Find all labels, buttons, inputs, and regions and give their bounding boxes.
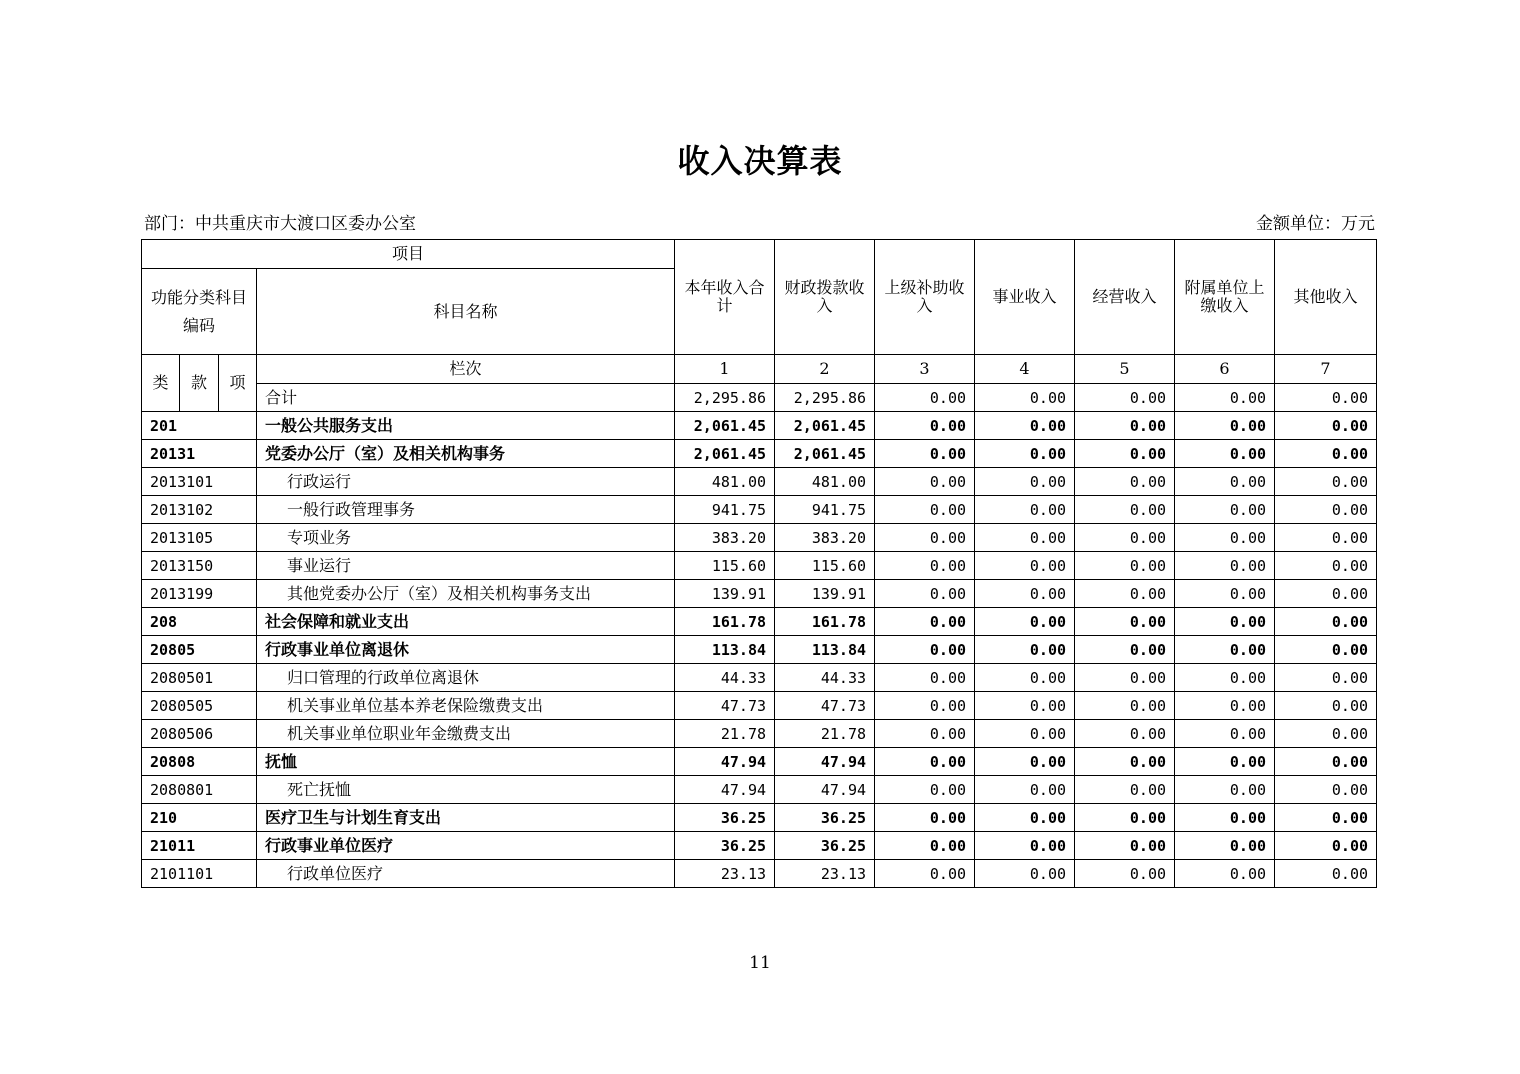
header-row-lanci: [142, 355, 1377, 384]
row-subject-name: 机关事业单位基本养老保险缴费支出: [257, 692, 675, 720]
table-row: [142, 832, 1377, 860]
row-value: 0.00: [1275, 580, 1377, 608]
row-value: 0.00: [1275, 748, 1377, 776]
row-subject-name: 行政运行: [257, 468, 675, 496]
row-value: 21.78: [675, 720, 775, 748]
row-code: 2013101: [142, 468, 257, 496]
row-subject-name: 医疗卫生与计划生育支出: [257, 804, 675, 832]
row-code: 20808: [142, 748, 257, 776]
table-row: [142, 720, 1377, 748]
row-value: 0.00: [875, 636, 975, 664]
row-value: 0.00: [875, 720, 975, 748]
row-subject-name: 其他党委办公厅（室）及相关机构事务支出: [257, 580, 675, 608]
row-value: 47.94: [675, 748, 775, 776]
row-value: 0.00: [1075, 692, 1175, 720]
row-value: 0.00: [1175, 692, 1275, 720]
row-value: 0.00: [975, 552, 1075, 580]
header-col-affiliated: 附属单位上缴收入: [1175, 240, 1275, 355]
page-number: 11: [749, 953, 771, 973]
row-value: 0.00: [875, 608, 975, 636]
row-subject-name: 一般行政管理事务: [257, 496, 675, 524]
row-value: 0.00: [1275, 524, 1377, 552]
header-subject-name: 科目名称: [257, 269, 675, 355]
row-code: 208: [142, 608, 257, 636]
table-row: [142, 412, 1377, 440]
row-value: 0.00: [1075, 524, 1175, 552]
row-value: 0.00: [1075, 412, 1175, 440]
header-col-business: 事业收入: [975, 240, 1075, 355]
row-value: 0.00: [875, 580, 975, 608]
total-value: 0.00: [975, 384, 1075, 412]
table-row: [142, 748, 1377, 776]
row-value: 0.00: [1275, 776, 1377, 804]
table-row: [142, 860, 1377, 888]
row-value: 44.33: [775, 664, 875, 692]
row-value: 0.00: [975, 580, 1075, 608]
total-value: 2,295.86: [775, 384, 875, 412]
row-value: 47.94: [675, 776, 775, 804]
row-value: 161.78: [675, 608, 775, 636]
total-value: 0.00: [1075, 384, 1175, 412]
row-subject-name: 死亡抚恤: [257, 776, 675, 804]
header-col-other: 其他收入: [1275, 240, 1377, 355]
row-value: 0.00: [975, 608, 1075, 636]
total-value: 0.00: [1175, 384, 1275, 412]
row-code: 210: [142, 804, 257, 832]
row-value: 0.00: [1275, 832, 1377, 860]
row-value: 113.84: [775, 636, 875, 664]
row-value: 0.00: [1175, 776, 1275, 804]
row-value: 0.00: [875, 776, 975, 804]
row-value: 0.00: [1075, 664, 1175, 692]
row-code: 21011: [142, 832, 257, 860]
row-value: 383.20: [775, 524, 875, 552]
row-value: 47.94: [775, 748, 875, 776]
row-value: 0.00: [1175, 832, 1275, 860]
table-row: [142, 776, 1377, 804]
row-subject-name: 行政单位医疗: [257, 860, 675, 888]
table-row: [142, 804, 1377, 832]
total-label: 合计: [257, 384, 675, 412]
row-subject-name: 事业运行: [257, 552, 675, 580]
row-code: 20131: [142, 440, 257, 468]
row-value: 0.00: [1175, 748, 1275, 776]
row-value: 0.00: [975, 776, 1075, 804]
row-value: 481.00: [675, 468, 775, 496]
amount-unit-label: 金额单位：万元: [1256, 214, 1375, 234]
row-value: 0.00: [975, 496, 1075, 524]
table-row: [142, 552, 1377, 580]
header-lei: 类: [142, 355, 180, 412]
row-value: 0.00: [1175, 664, 1275, 692]
row-value: 0.00: [1175, 860, 1275, 888]
row-value: 0.00: [975, 664, 1075, 692]
row-code: 20805: [142, 636, 257, 664]
table-row: [142, 580, 1377, 608]
row-value: 0.00: [1075, 608, 1175, 636]
row-value: 0.00: [875, 692, 975, 720]
row-value: 941.75: [675, 496, 775, 524]
total-row: [142, 384, 1377, 412]
header-lanci: 栏次: [257, 355, 675, 384]
row-code: 2080505: [142, 692, 257, 720]
total-value: 2,295.86: [675, 384, 775, 412]
row-code: 2101101: [142, 860, 257, 888]
row-subject-name: 社会保障和就业支出: [257, 608, 675, 636]
column-number: 2: [775, 355, 875, 384]
row-value: 0.00: [1175, 608, 1275, 636]
row-subject-name: 行政事业单位离退休: [257, 636, 675, 664]
row-value: 0.00: [1175, 552, 1275, 580]
row-value: 0.00: [975, 720, 1075, 748]
total-value: 0.00: [1275, 384, 1377, 412]
header-xiang: 项: [219, 355, 257, 412]
row-value: 2,061.45: [775, 412, 875, 440]
row-value: 115.60: [775, 552, 875, 580]
row-value: 0.00: [1075, 636, 1175, 664]
table-row: [142, 440, 1377, 468]
row-code: 2013150: [142, 552, 257, 580]
row-value: 481.00: [775, 468, 875, 496]
header-col-total: 本年收入合计: [675, 240, 775, 355]
row-value: 0.00: [875, 804, 975, 832]
row-subject-name: 抚恤: [257, 748, 675, 776]
row-subject-name: 党委办公厅（室）及相关机构事务: [257, 440, 675, 468]
row-value: 0.00: [875, 832, 975, 860]
row-code: 2080501: [142, 664, 257, 692]
table-row: [142, 608, 1377, 636]
row-subject-name: 归口管理的行政单位离退休: [257, 664, 675, 692]
row-value: 0.00: [1275, 412, 1377, 440]
row-value: 0.00: [1075, 468, 1175, 496]
row-value: 2,061.45: [675, 440, 775, 468]
table-row: [142, 524, 1377, 552]
row-value: 0.00: [1275, 552, 1377, 580]
row-value: 0.00: [1075, 860, 1175, 888]
header-code-group: 功能分类科目编码: [142, 269, 257, 355]
row-value: 0.00: [1175, 636, 1275, 664]
row-value: 0.00: [1275, 804, 1377, 832]
row-value: 0.00: [875, 412, 975, 440]
column-number: 7: [1275, 355, 1377, 384]
table-row: [142, 468, 1377, 496]
table-row: [142, 636, 1377, 664]
row-value: 0.00: [1175, 804, 1275, 832]
row-value: 0.00: [1275, 720, 1377, 748]
row-value: 0.00: [875, 440, 975, 468]
row-value: 0.00: [1275, 860, 1377, 888]
row-value: 0.00: [975, 832, 1075, 860]
row-subject-name: 一般公共服务支出: [257, 412, 675, 440]
column-number: 4: [975, 355, 1075, 384]
row-value: 36.25: [775, 832, 875, 860]
table-row: [142, 496, 1377, 524]
row-value: 23.13: [775, 860, 875, 888]
table-body: [142, 412, 1377, 888]
row-code: 2080506: [142, 720, 257, 748]
row-value: 0.00: [1175, 468, 1275, 496]
row-value: 0.00: [1275, 496, 1377, 524]
row-value: 0.00: [1075, 832, 1175, 860]
row-value: 47.73: [675, 692, 775, 720]
row-value: 0.00: [1175, 580, 1275, 608]
header-row-item: [142, 240, 1377, 269]
row-value: 47.94: [775, 776, 875, 804]
row-value: 941.75: [775, 496, 875, 524]
header-col-fiscal: 财政拨款收入: [775, 240, 875, 355]
row-code: 2013199: [142, 580, 257, 608]
row-value: 0.00: [875, 524, 975, 552]
header-col-operating: 经营收入: [1075, 240, 1175, 355]
row-value: 44.33: [675, 664, 775, 692]
row-value: 0.00: [975, 748, 1075, 776]
row-value: 0.00: [975, 860, 1075, 888]
column-number: 5: [1075, 355, 1175, 384]
department-label: 部门：中共重庆市大渡口区委办公室: [144, 214, 416, 234]
row-value: 139.91: [775, 580, 875, 608]
row-value: 113.84: [675, 636, 775, 664]
row-value: 0.00: [975, 468, 1075, 496]
row-code: 201: [142, 412, 257, 440]
column-number: 6: [1175, 355, 1275, 384]
row-value: 0.00: [1075, 580, 1175, 608]
header-item: 项目: [142, 240, 675, 269]
row-value: 0.00: [1075, 496, 1175, 524]
row-value: 0.00: [875, 748, 975, 776]
column-number: 3: [875, 355, 975, 384]
row-value: 0.00: [975, 636, 1075, 664]
row-value: 0.00: [975, 692, 1075, 720]
row-value: 161.78: [775, 608, 875, 636]
row-subject-name: 机关事业单位职业年金缴费支出: [257, 720, 675, 748]
row-value: 383.20: [675, 524, 775, 552]
row-value: 0.00: [875, 496, 975, 524]
row-value: 0.00: [1075, 776, 1175, 804]
row-subject-name: 专项业务: [257, 524, 675, 552]
row-value: 2,061.45: [775, 440, 875, 468]
row-value: 23.13: [675, 860, 775, 888]
row-value: 0.00: [875, 860, 975, 888]
row-value: 0.00: [1275, 468, 1377, 496]
row-value: 36.25: [775, 804, 875, 832]
row-value: 0.00: [1275, 692, 1377, 720]
total-value: 0.00: [875, 384, 975, 412]
column-number: 1: [675, 355, 775, 384]
row-code: 2080801: [142, 776, 257, 804]
row-value: 0.00: [1075, 804, 1175, 832]
row-value: 0.00: [1175, 496, 1275, 524]
row-code: 2013102: [142, 496, 257, 524]
row-value: 0.00: [1275, 608, 1377, 636]
row-value: 36.25: [675, 804, 775, 832]
row-value: 0.00: [1175, 720, 1275, 748]
row-value: 0.00: [1075, 720, 1175, 748]
row-value: 0.00: [875, 552, 975, 580]
row-value: 0.00: [1075, 748, 1175, 776]
row-value: 0.00: [1175, 412, 1275, 440]
row-value: 0.00: [875, 468, 975, 496]
row-value: 115.60: [675, 552, 775, 580]
row-value: 0.00: [1175, 524, 1275, 552]
row-subject-name: 行政事业单位医疗: [257, 832, 675, 860]
row-value: 0.00: [875, 664, 975, 692]
row-code: 2013105: [142, 524, 257, 552]
page-title: 收入决算表: [677, 142, 843, 180]
table-row: [142, 692, 1377, 720]
header-col-superior-subsidy: 上级补助收入: [875, 240, 975, 355]
row-value: 0.00: [975, 524, 1075, 552]
row-value: 0.00: [1175, 440, 1275, 468]
row-value: 0.00: [975, 804, 1075, 832]
row-value: 0.00: [1075, 552, 1175, 580]
row-value: 36.25: [675, 832, 775, 860]
row-value: 0.00: [1275, 440, 1377, 468]
row-value: 0.00: [1275, 664, 1377, 692]
table-row: [142, 664, 1377, 692]
row-value: 0.00: [1075, 440, 1175, 468]
row-value: 47.73: [775, 692, 875, 720]
row-value: 0.00: [975, 440, 1075, 468]
row-value: 21.78: [775, 720, 875, 748]
row-value: 0.00: [1275, 636, 1377, 664]
header-kuan: 款: [180, 355, 219, 412]
row-value: 2,061.45: [675, 412, 775, 440]
income-final-accounts-table: [141, 239, 1377, 888]
row-value: 139.91: [675, 580, 775, 608]
row-value: 0.00: [975, 412, 1075, 440]
